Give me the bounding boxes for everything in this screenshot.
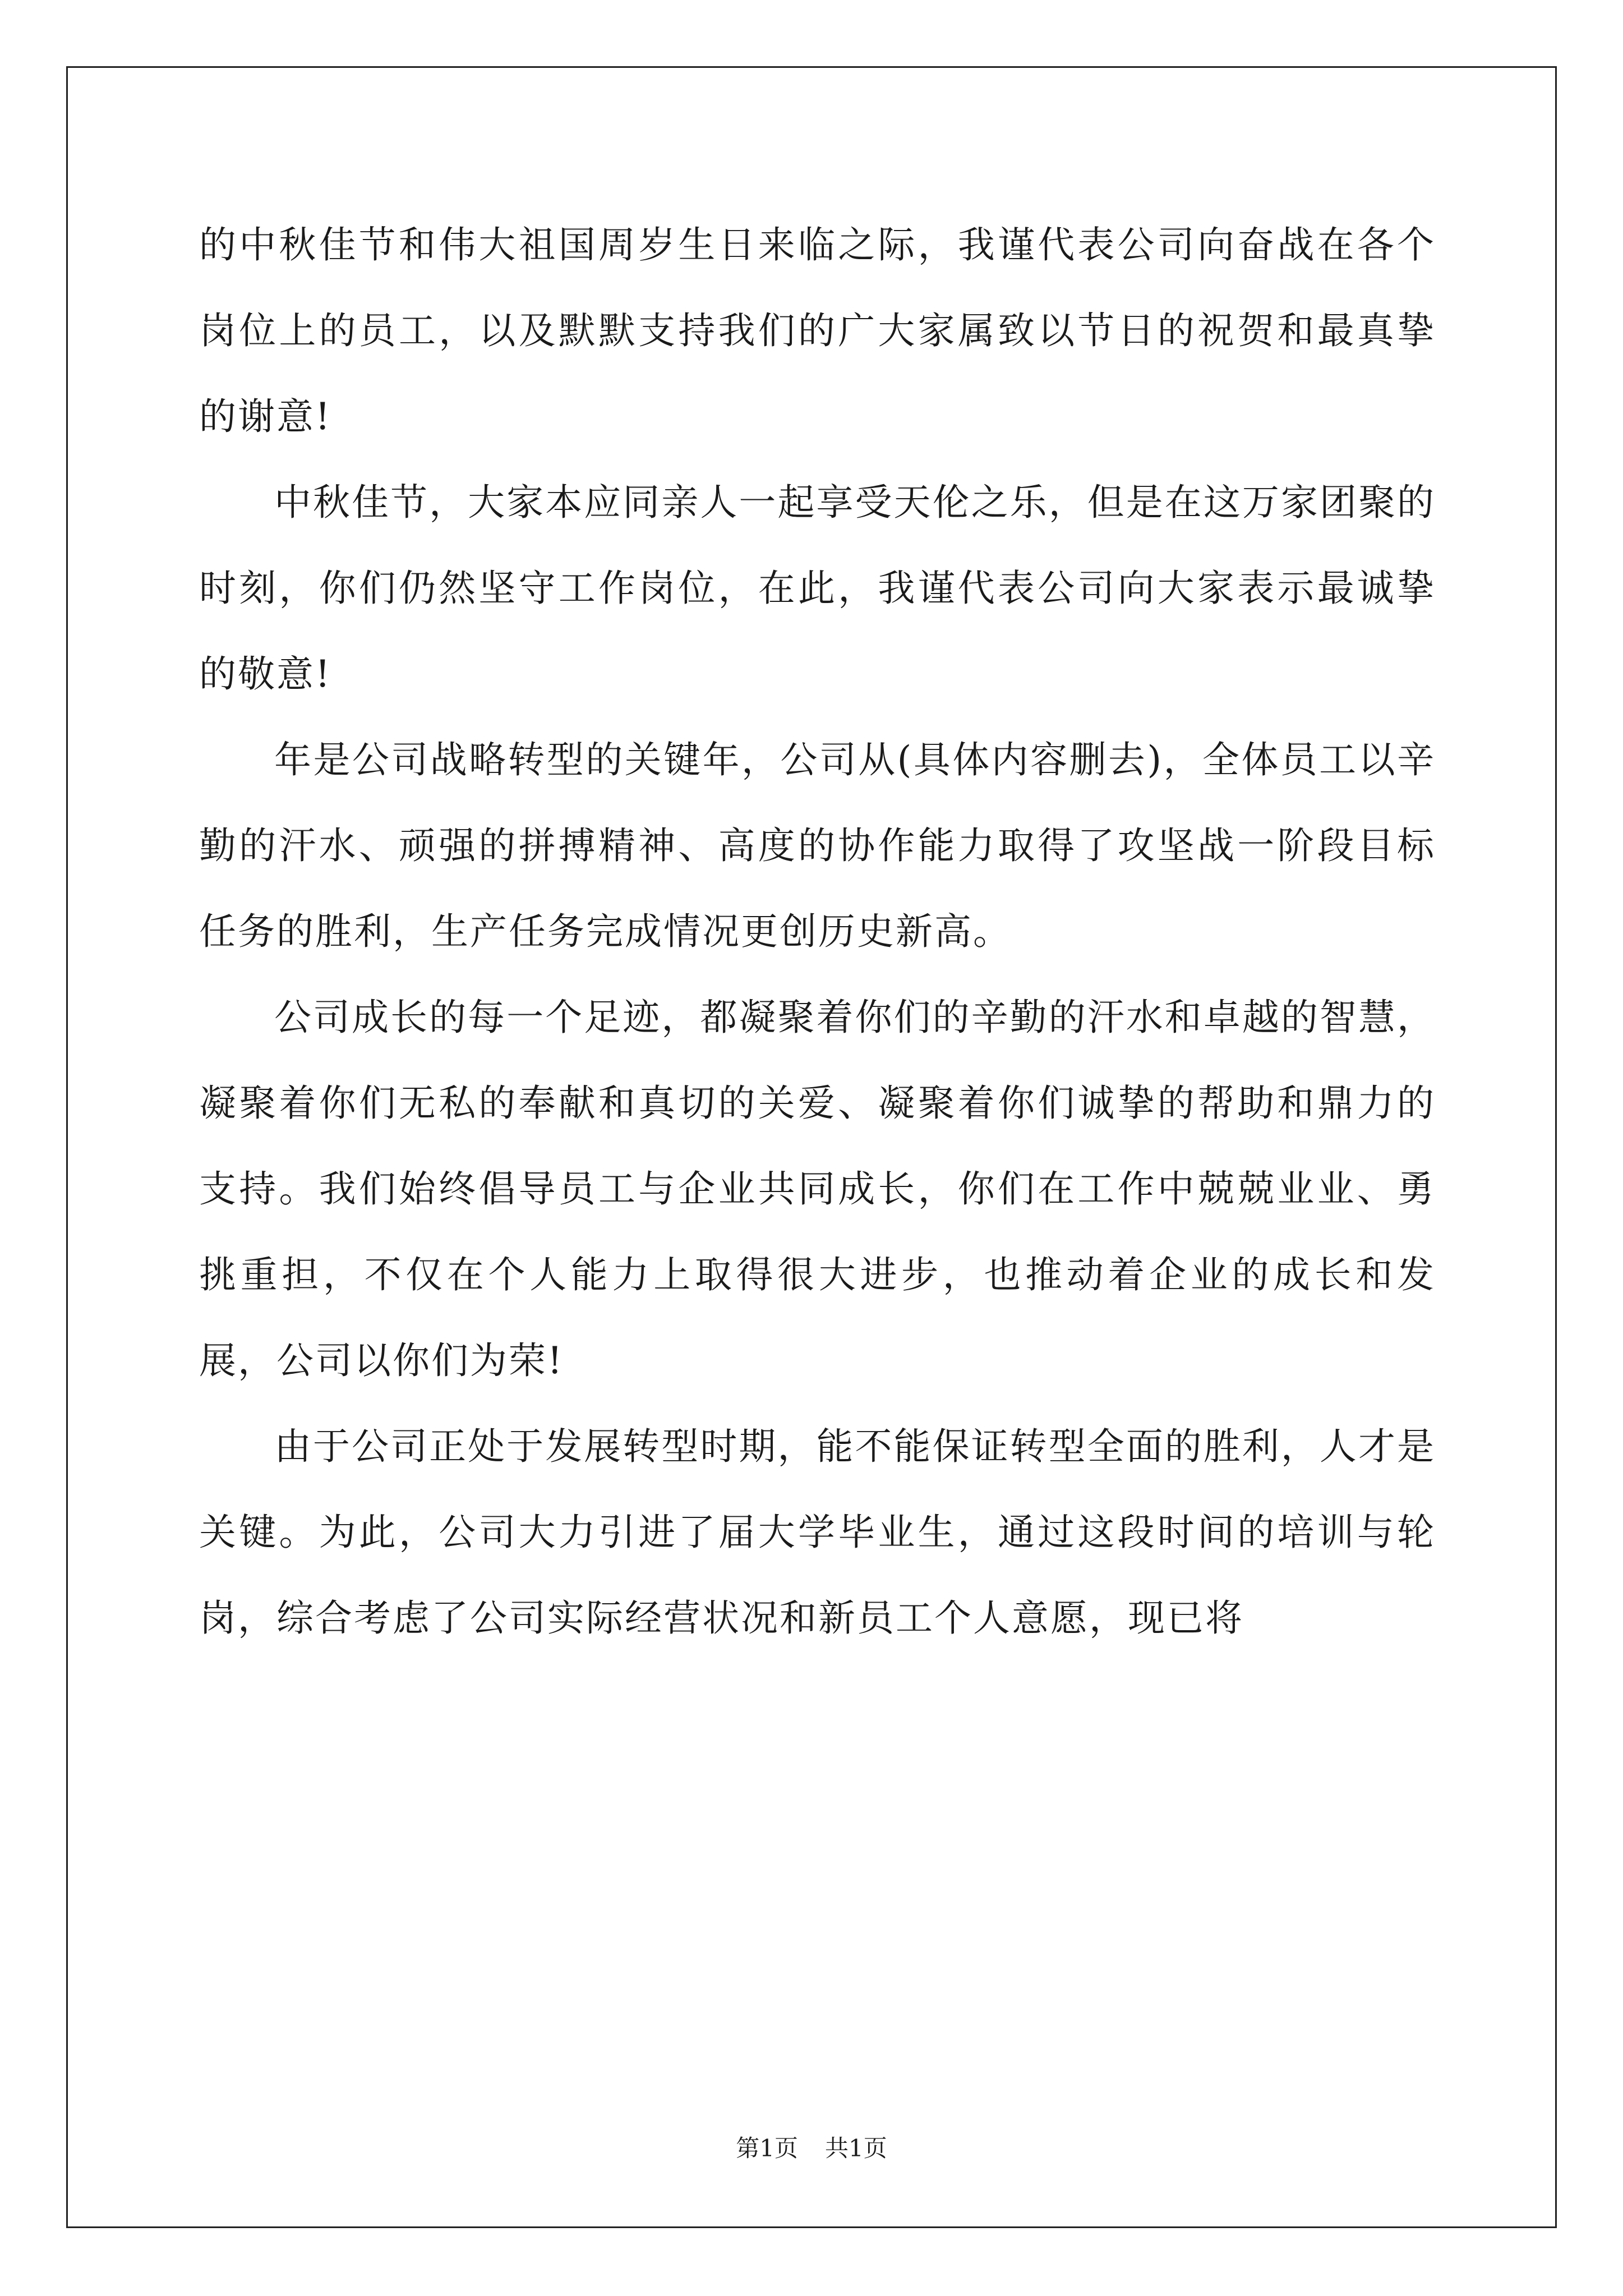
document-body (199, 202, 1436, 1661)
page-total: 共1页 (825, 2134, 887, 2162)
paragraph: 公司成长的每一个足迹，都凝聚着你们的辛勤的汗水和卓越的智慧，凝聚着你们无私的奉献和真切的关爱、凝聚着你们诚挚的帮助和鼎力的支持。我们始终倡导员工与企业共同成长，你们在工作中兢兢业业、勇挑重担，不仅在个人能力上取得很大进步，也推动着企业的成长和发展，公司以你们为荣! (199, 996, 1436, 1382)
paragraph-continuation: 的中秋佳节和伟大祖国周岁生日来临之际，我谨代表公司向奋战在各个岗位上的员工，以及默默支持我们的广大家属致以节日的祝贺和最真挚的谢意! (199, 223, 1436, 438)
page-footer (0, 2132, 1623, 2165)
paragraph: 中秋佳节，大家本应同亲人一起享受天伦之乐，但是在这万家团聚的时刻，你们仍然坚守工作岗位，在此，我谨代表公司向大家表示最诚挚的敬意! (199, 481, 1436, 696)
page-number: 第1页 (736, 2134, 798, 2162)
paragraph: 年是公司战略转型的关键年，公司从(具体内容删去)，全体员工以辛勤的汗水、顽强的拼搏精神、高度的协作能力取得了攻坚战一阶段目标任务的胜利，生产任务完成情况更创历史新高。 (199, 738, 1436, 953)
paragraph: 由于公司正处于发展转型时期，能不能保证转型全面的胜利，人才是关键。为此，公司大力引进了届大学毕业生，通过这段时间的培训与轮岗，综合考虑了公司实际经营状况和新员工个人意愿，现已将 (199, 1425, 1436, 1640)
